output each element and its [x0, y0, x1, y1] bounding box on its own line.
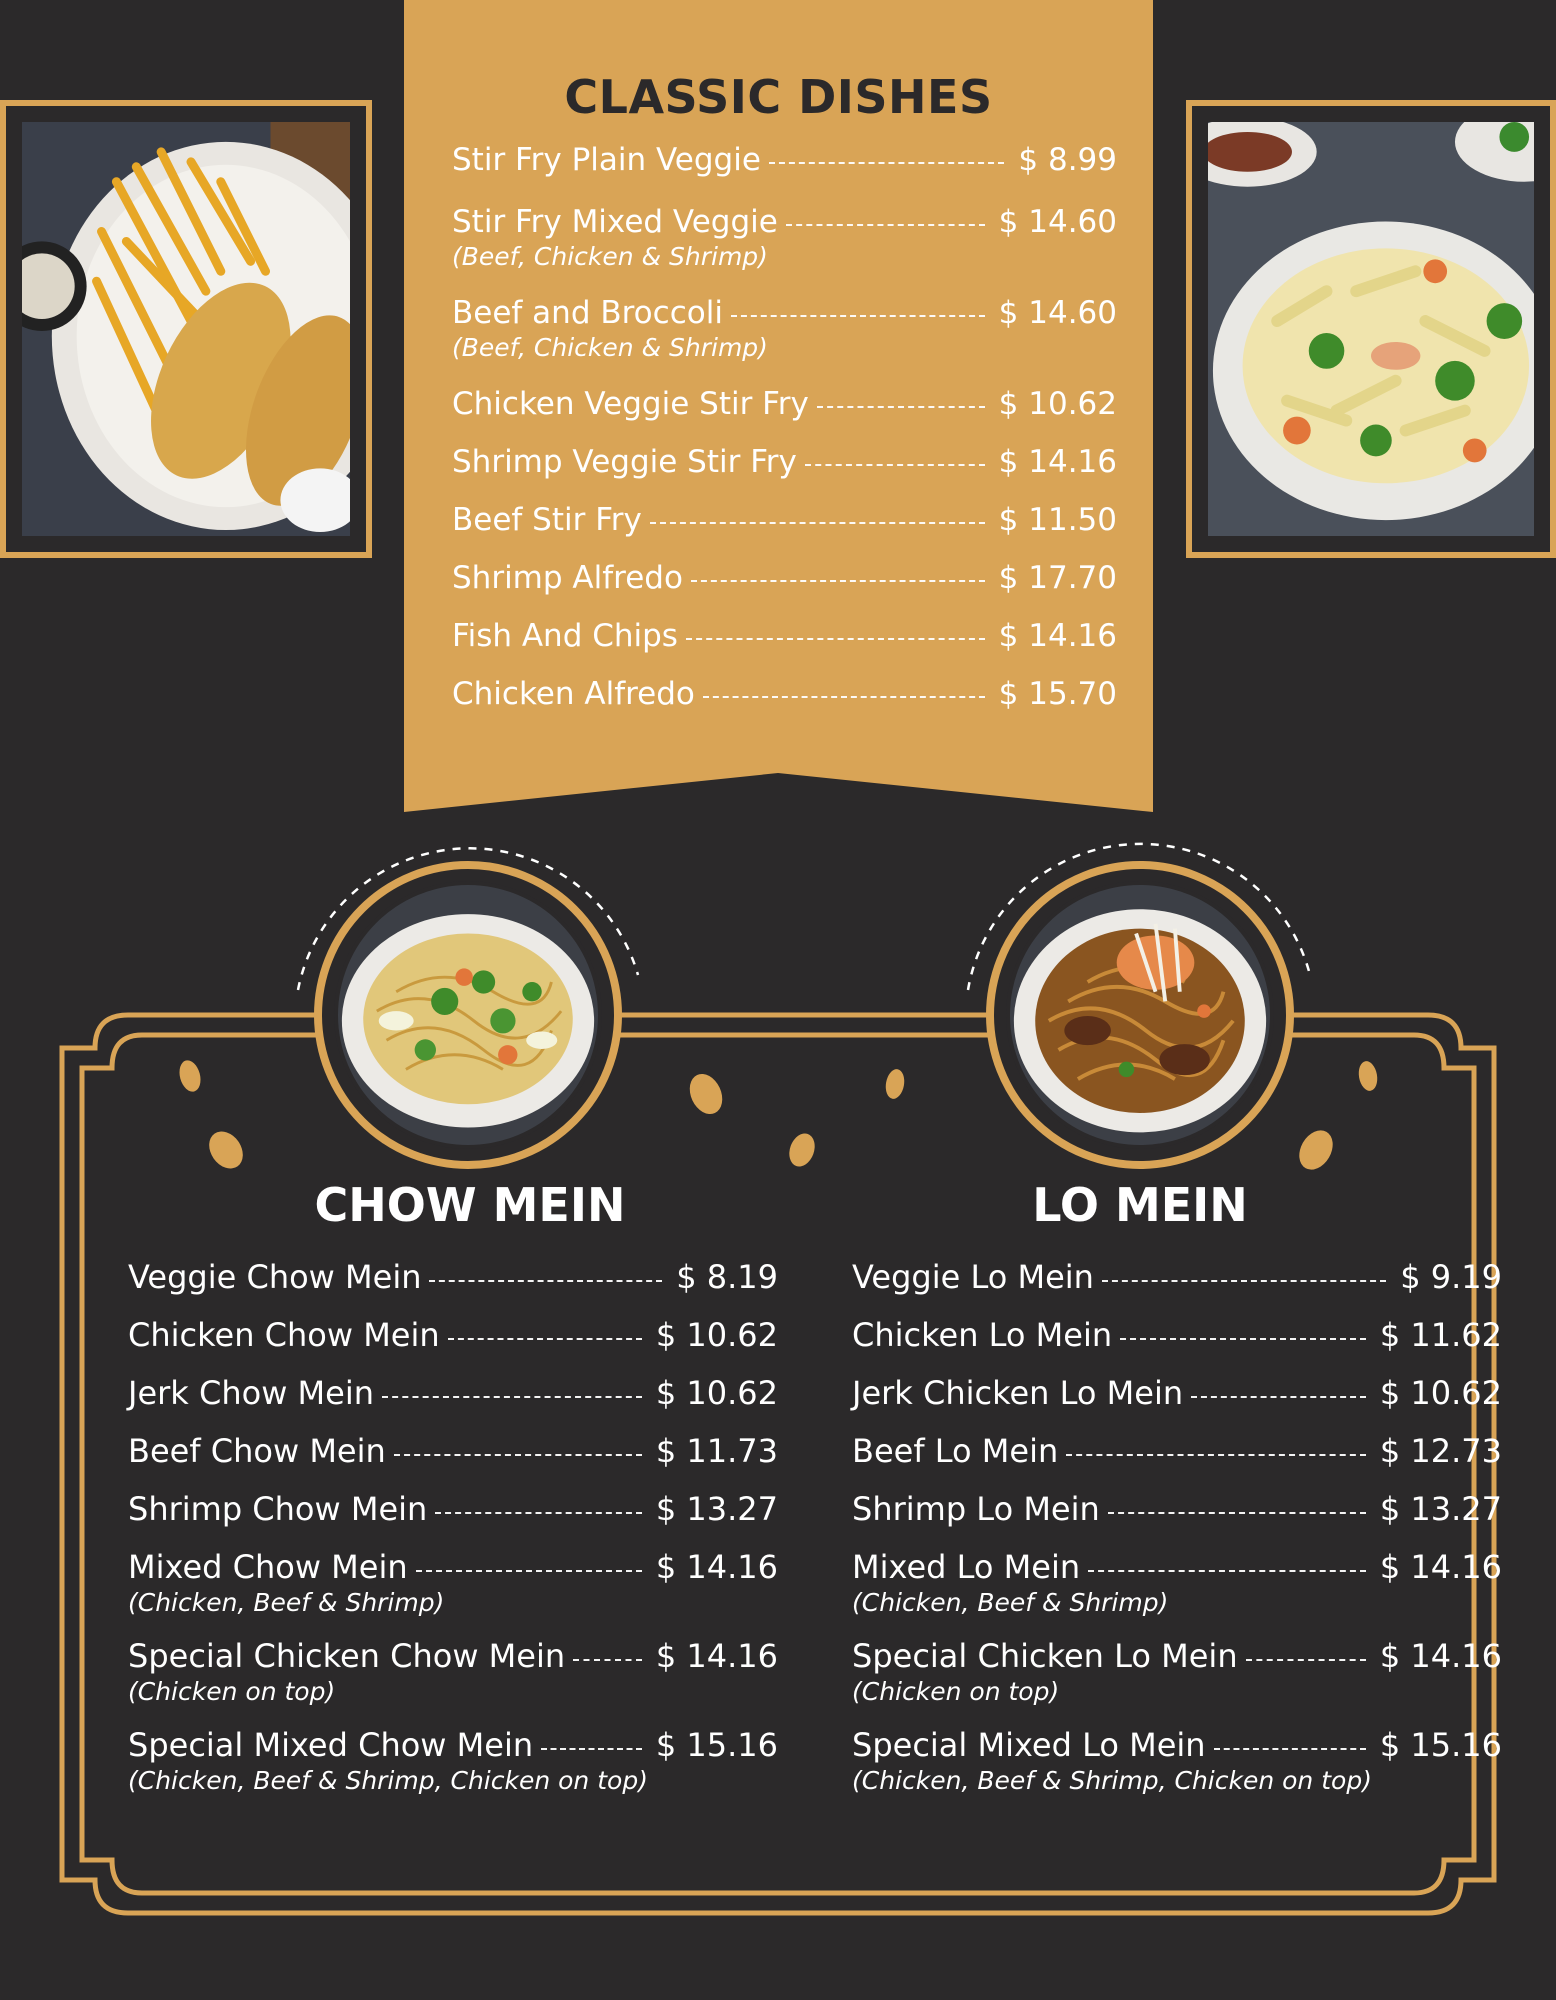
item-price: $ 11.73	[655, 1432, 778, 1470]
item-name: Special Mixed Lo Mein	[852, 1726, 1206, 1764]
menu-item	[852, 1637, 1502, 1706]
item-name: Special Chicken Chow Mein	[128, 1637, 566, 1675]
item-name: Beef and Broccoli	[452, 295, 723, 331]
item-name: Chicken Veggie Stir Fry	[452, 386, 809, 422]
dot-leader	[448, 1338, 642, 1340]
item-description: (Chicken on top)	[852, 1677, 1060, 1706]
menu-item	[852, 1490, 1502, 1528]
item-price: $ 14.16	[1379, 1637, 1502, 1675]
menu-item	[852, 1258, 1502, 1296]
dot-leader	[416, 1570, 642, 1572]
menu-item	[128, 1726, 778, 1795]
menu-item	[852, 1374, 1502, 1412]
item-price: $ 11.50	[998, 502, 1117, 538]
item-name: Jerk Chow Mein	[128, 1374, 374, 1412]
dot-leader	[1102, 1280, 1386, 1282]
item-price: $ 10.62	[1379, 1374, 1502, 1412]
item-name: Jerk Chicken Lo Mein	[852, 1374, 1184, 1412]
dot-leader	[1214, 1748, 1366, 1750]
item-name: Special Mixed Chow Mein	[128, 1726, 534, 1764]
item-price: $ 14.16	[655, 1548, 778, 1586]
dot-leader	[573, 1659, 642, 1661]
item-description: (Chicken, Beef & Shrimp, Chicken on top)	[852, 1766, 1372, 1795]
menu-item	[852, 1548, 1502, 1617]
menu-item	[852, 1316, 1502, 1354]
item-name: Beef Stir Fry	[452, 502, 642, 538]
item-price: $ 8.99	[1018, 142, 1117, 178]
lo-mein-title: LO MEIN	[1032, 1178, 1248, 1232]
dot-leader	[1108, 1512, 1366, 1514]
item-price: $ 14.60	[998, 295, 1117, 331]
item-name: Shrimp Lo Mein	[852, 1490, 1100, 1528]
menu-item	[852, 1432, 1502, 1470]
item-description: (Beef, Chicken & Shrimp)	[452, 333, 768, 362]
item-description: (Chicken, Beef & Shrimp, Chicken on top)	[128, 1766, 648, 1795]
item-price: $ 12.73	[1379, 1432, 1502, 1470]
item-description: (Chicken, Beef & Shrimp)	[852, 1588, 1169, 1617]
item-price: $ 17.70	[998, 560, 1117, 596]
item-price: $ 15.16	[1379, 1726, 1502, 1764]
classic-dishes-title: CLASSIC DISHES	[564, 70, 993, 124]
item-name: Chicken Chow Mein	[128, 1316, 440, 1354]
dot-leader	[1088, 1570, 1366, 1572]
item-description: (Chicken on top)	[128, 1677, 336, 1706]
item-price: $ 15.16	[655, 1726, 778, 1764]
menu-item	[128, 1258, 778, 1296]
lo-mein-list	[852, 1258, 1502, 1815]
item-price: $ 13.27	[1379, 1490, 1502, 1528]
item-name: Beef Chow Mein	[128, 1432, 386, 1470]
item-name: Mixed Chow Mein	[128, 1548, 408, 1586]
item-name: Veggie Lo Mein	[852, 1258, 1094, 1296]
dot-leader	[1120, 1338, 1366, 1340]
dot-leader	[1246, 1659, 1366, 1661]
chow-mein-photo	[334, 881, 602, 1149]
menu-item	[852, 1726, 1502, 1795]
dot-leader	[541, 1748, 642, 1750]
item-price: $ 10.62	[655, 1316, 778, 1354]
dot-leader	[1191, 1396, 1366, 1398]
item-description: (Beef, Chicken & Shrimp)	[452, 242, 768, 271]
item-price: $ 14.16	[1379, 1548, 1502, 1586]
menu-item	[128, 1490, 778, 1528]
dot-leader	[394, 1454, 642, 1456]
item-name: Shrimp Veggie Stir Fry	[452, 444, 797, 480]
menu-item	[128, 1316, 778, 1354]
item-name: Veggie Chow Mein	[128, 1258, 422, 1296]
item-price: $ 13.27	[655, 1490, 778, 1528]
menu-item	[128, 1432, 778, 1470]
item-price: $ 14.16	[998, 618, 1117, 654]
item-price: $ 9.19	[1400, 1258, 1502, 1296]
item-price: $ 11.62	[1379, 1316, 1502, 1354]
item-name: Special Chicken Lo Mein	[852, 1637, 1238, 1675]
dot-leader	[429, 1280, 662, 1282]
dot-leader	[382, 1396, 642, 1398]
item-name: Beef Lo Mein	[852, 1432, 1059, 1470]
item-name: Mixed Lo Mein	[852, 1548, 1081, 1586]
item-price: $ 10.62	[655, 1374, 778, 1412]
dot-leader	[1066, 1454, 1366, 1456]
item-name: Fish And Chips	[452, 618, 678, 654]
item-price: $ 10.62	[998, 386, 1117, 422]
chow-mein-list	[128, 1258, 778, 1815]
item-price: $ 15.70	[998, 676, 1117, 712]
menu-item	[128, 1374, 778, 1412]
item-price: $ 14.60	[998, 204, 1117, 240]
item-name: Chicken Alfredo	[452, 676, 695, 712]
item-description: (Chicken, Beef & Shrimp)	[128, 1588, 445, 1617]
item-name: Stir Fry Mixed Veggie	[452, 204, 778, 240]
menu-item	[128, 1637, 778, 1706]
menu-item	[128, 1548, 778, 1617]
item-name: Shrimp Alfredo	[452, 560, 683, 596]
item-name: Chicken Lo Mein	[852, 1316, 1113, 1354]
item-name: Shrimp Chow Mein	[128, 1490, 428, 1528]
item-price: $ 14.16	[655, 1637, 778, 1675]
item-price: $ 8.19	[676, 1258, 778, 1296]
chow-mein-title: CHOW MEIN	[314, 1178, 626, 1232]
item-name: Stir Fry Plain Veggie	[452, 142, 761, 178]
lo-mein-photo	[1006, 881, 1274, 1149]
item-price: $ 14.16	[998, 444, 1117, 480]
dot-leader	[435, 1512, 642, 1514]
